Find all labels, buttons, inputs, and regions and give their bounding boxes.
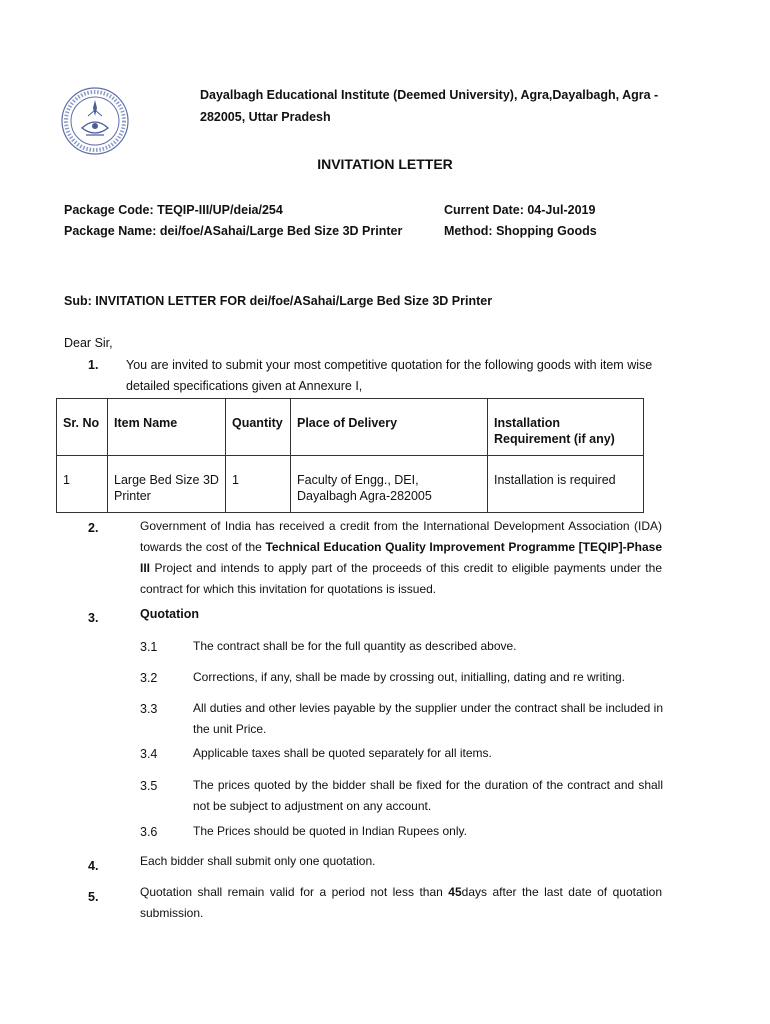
cell-quantity: 1 [226, 456, 291, 513]
point-2-pre: Government of India has received a credit from the International Development Association (IDA) towards the cost of the [140, 519, 662, 554]
sub-3-2-text: Corrections, if any, shall be made by crossing out, initialling, dating and re writing. [193, 670, 625, 684]
point-5-number: 5. [88, 890, 99, 904]
point-4-text: Each bidder shall submit only one quotation. [140, 854, 376, 868]
institute-address: 282005, Uttar Pradesh [200, 110, 331, 124]
procurement-method: Method: Shopping Goods [444, 224, 597, 238]
point-1-line1: You are invited to submit your most competitive quotation for the following goods with item wise [126, 358, 653, 372]
sub-3-4-number: 3.4 [140, 747, 158, 761]
point-5-days: 45 [448, 885, 462, 899]
point-2-post: Project and intends to apply part of the proceeds of this credit to eligible payments under the contract for which this invitation for quotations is issued. [140, 561, 662, 596]
items-table [56, 398, 644, 513]
point-2-programme: Technical Education Quality Improvement Programme [TEQIP]-Phase III [140, 540, 663, 575]
package-code: Package Code: TEQIP-III/UP/deia/254 [64, 203, 283, 217]
point-2-number: 2. [88, 521, 99, 535]
col-place-of-delivery: Place of Delivery [291, 399, 488, 456]
point-1-line2: detailed specifications given at Annexure I, [126, 379, 363, 393]
table-row [57, 456, 644, 513]
table-header-row [57, 399, 644, 456]
point-3-heading: Quotation [140, 607, 200, 621]
subject-line: Sub: INVITATION LETTER FOR dei/foe/ASahai/Large Bed Size 3D Printer [64, 294, 493, 308]
col-installation: Installation Requirement (if any) [488, 399, 644, 456]
col-item-name: Item Name [108, 399, 226, 456]
cell-item-name: Large Bed Size 3D Printer [108, 456, 226, 513]
col-quantity: Quantity [226, 399, 291, 456]
sub-3-3-text: All duties and other levies payable by the supplier under the contract shall be included in the unit Price. [193, 701, 663, 736]
cell-place-of-delivery: Faculty of Engg., DEI, Dayalbagh Agra-282005 [291, 456, 488, 513]
institute-name: Dayalbagh Educational Institute (Deemed University), Agra,Dayalbagh, Agra - [200, 88, 659, 102]
page-title: INVITATION LETTER [317, 156, 453, 172]
sub-3-1-text: The contract shall be for the full quantity as described above. [193, 639, 517, 653]
cell-installation: Installation is required [488, 456, 644, 513]
current-date: Current Date: 04-Jul-2019 [444, 203, 596, 217]
point-5-pre: Quotation shall remain valid for a period not less than [140, 885, 449, 899]
cell-sr-no: 1 [57, 456, 108, 513]
sub-3-6-number: 3.6 [140, 825, 158, 839]
institute-logo [60, 86, 130, 156]
sub-3-3-number: 3.3 [140, 702, 158, 716]
sub-3-2-number: 3.2 [140, 671, 158, 685]
sub-3-5-number: 3.5 [140, 779, 158, 793]
sub-3-4-text: Applicable taxes shall be quoted separately for all items. [193, 746, 492, 760]
package-name: Package Name: dei/foe/ASahai/Large Bed Size 3D Printer [64, 224, 403, 238]
point-5-post: days after the last date of quotation submission. [140, 885, 662, 920]
sub-3-6-text: The Prices should be quoted in Indian Rupees only. [193, 824, 467, 838]
sub-3-5-text: The prices quoted by the bidder shall be fixed for the duration of the contract and shall not be subject to adjustment on any account. [193, 778, 663, 813]
point-3-number: 3. [88, 611, 99, 625]
sub-3-1-number: 3.1 [140, 640, 158, 654]
col-sr-no: Sr. No [57, 399, 108, 456]
point-4-number: 4. [88, 859, 99, 873]
point-1-number: 1. [88, 358, 99, 372]
point-2-text [140, 516, 662, 600]
point-5-text [140, 882, 662, 924]
salutation: Dear Sir, [64, 336, 113, 350]
